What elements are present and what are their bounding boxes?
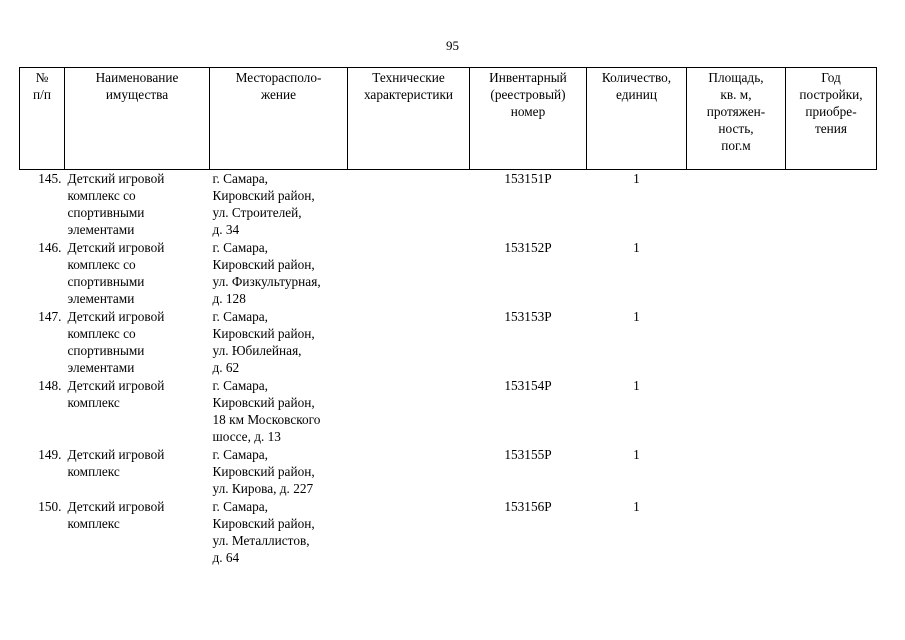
quantity: 1: [633, 377, 640, 393]
table-row: [20, 498, 877, 567]
header-line: Наименование: [95, 70, 179, 85]
property-location-line: д. 62: [212, 359, 240, 375]
property-name-line: Детский игровой: [67, 377, 165, 393]
property-location-line: Кировский район,: [212, 394, 315, 410]
property-name-line: комплекс со: [67, 188, 136, 203]
row-number: 147.: [38, 308, 62, 324]
property-location-line: Кировский район,: [212, 325, 315, 341]
property-location-line: д. 64: [212, 549, 240, 565]
header-line: Площадь,: [708, 70, 764, 85]
quantity: 1: [633, 498, 640, 514]
header-line: Месторасполо-: [235, 70, 322, 85]
row-number: 145.: [38, 171, 62, 186]
header-line: кв. м,: [720, 87, 752, 102]
header-number: [20, 68, 65, 170]
property-name-line: комплекс со: [67, 256, 136, 272]
header-line: Инвентарный: [489, 70, 567, 85]
technical-specs: [348, 308, 470, 377]
area: [687, 239, 786, 308]
header-line: тения: [814, 121, 848, 136]
construction-year: [786, 377, 877, 446]
property-location-line: ул. Юбилейная,: [212, 342, 302, 358]
property-location-line: г. Самара,: [212, 377, 268, 393]
header-line: Количество,: [601, 70, 672, 85]
property-location-line: г. Самара,: [212, 239, 268, 255]
header-inventory: [470, 68, 587, 170]
property-name-line: комплекс: [67, 515, 120, 531]
property-location-line: ул. Металлистов,: [212, 532, 310, 548]
property-location: [210, 498, 348, 567]
property-name-line: комплекс: [67, 394, 120, 410]
property-location-line: д. 128: [212, 290, 246, 306]
inventory-number: 153152Р: [504, 239, 552, 255]
property-registry-table: [19, 67, 877, 567]
property-name-line: элементами: [67, 359, 135, 375]
inventory-number: 153151Р: [504, 171, 552, 186]
row-number: 149.: [38, 446, 62, 462]
area: [687, 377, 786, 446]
area: [687, 498, 786, 567]
technical-specs: [348, 498, 470, 567]
property-location-line: г. Самара,: [212, 498, 268, 514]
header-line: приобре-: [805, 104, 857, 119]
property-location-line: ул. Физкультурная,: [212, 273, 321, 289]
property-name: [65, 498, 210, 567]
property-name-line: спортивными: [67, 205, 145, 220]
table-header-row: [20, 68, 877, 170]
property-location-line: Кировский район,: [212, 463, 315, 479]
property-name: [65, 239, 210, 308]
property-name: [65, 446, 210, 498]
header-line: жение: [260, 87, 297, 102]
table-body: [20, 170, 877, 567]
property-name-line: элементами: [67, 290, 135, 306]
construction-year: [786, 498, 877, 567]
header-line: (реестровый): [490, 87, 566, 102]
table-row: [20, 308, 877, 377]
property-name-line: Детский игровой: [67, 446, 165, 462]
header-line: протяжен-: [706, 104, 766, 119]
property-name: [65, 308, 210, 377]
header-line: единиц: [616, 87, 657, 102]
construction-year: [786, 446, 877, 498]
area: [687, 308, 786, 377]
table-row: [20, 239, 877, 308]
row-number: 150.: [38, 498, 62, 514]
area: [687, 170, 786, 239]
property-location: [210, 170, 348, 239]
construction-year: [786, 308, 877, 377]
header-line: характеристики: [363, 87, 454, 102]
row-number: 146.: [38, 239, 62, 255]
technical-specs: [348, 170, 470, 239]
inventory-number: 153156Р: [504, 498, 552, 514]
area: [687, 446, 786, 498]
header-line: постройки,: [799, 87, 863, 102]
header-line: пог.м: [721, 138, 751, 153]
header-line: №: [35, 70, 49, 85]
property-location-line: 18 км Московского: [212, 411, 321, 427]
table-row: [20, 170, 877, 239]
table-row: [20, 446, 877, 498]
property-name: [65, 377, 210, 446]
property-location: [210, 308, 348, 377]
property-name-line: комплекс со: [67, 325, 136, 341]
property-location-line: ул. Строителей,: [212, 205, 302, 220]
header-quantity: [587, 68, 687, 170]
header-technical: [348, 68, 470, 170]
inventory-number: 153153Р: [504, 308, 552, 324]
property-location-line: ул. Кирова, д. 227: [212, 480, 314, 496]
header-location: [210, 68, 348, 170]
property-name-line: комплекс: [67, 463, 120, 479]
quantity: 1: [633, 308, 640, 324]
quantity: 1: [633, 171, 640, 186]
property-name-line: элементами: [67, 222, 135, 237]
construction-year: [786, 239, 877, 308]
property-location-line: шоссе, д. 13: [212, 428, 281, 444]
property-location: [210, 446, 348, 498]
technical-specs: [348, 446, 470, 498]
property-name-line: Детский игровой: [67, 239, 165, 255]
header-line: ность,: [718, 121, 754, 136]
property-location-line: г. Самара,: [212, 308, 268, 324]
construction-year: [786, 170, 877, 239]
property-location: [210, 239, 348, 308]
inventory-number: 153155Р: [504, 446, 552, 462]
property-location-line: Кировский район,: [212, 256, 315, 272]
property-name-line: Детский игровой: [67, 498, 165, 514]
quantity: 1: [633, 239, 640, 255]
property-name-line: спортивными: [67, 342, 145, 358]
quantity: 1: [633, 446, 640, 462]
table-row: [20, 377, 877, 446]
header-line: Год: [821, 70, 841, 85]
header-year: [786, 68, 877, 170]
property-location-line: г. Самара,: [212, 171, 268, 186]
page-number: 95: [446, 38, 459, 53]
header-line: номер: [510, 104, 546, 119]
header-line: Технические: [372, 70, 445, 85]
property-name-line: спортивными: [67, 273, 145, 289]
property-location-line: Кировский район,: [212, 188, 315, 203]
header-line: п/п: [33, 87, 51, 102]
property-name: [65, 170, 210, 239]
property-location-line: г. Самара,: [212, 446, 268, 462]
inventory-number: 153154Р: [504, 377, 552, 393]
property-location-line: Кировский район,: [212, 515, 315, 531]
property-location-line: д. 34: [212, 222, 240, 237]
technical-specs: [348, 377, 470, 446]
header-name: [65, 68, 210, 170]
header-area: [687, 68, 786, 170]
row-number: 148.: [38, 377, 62, 393]
header-line: имущества: [105, 87, 169, 102]
property-location: [210, 377, 348, 446]
property-name-line: Детский игровой: [67, 308, 165, 324]
property-name-line: Детский игровой: [67, 171, 165, 186]
technical-specs: [348, 239, 470, 308]
